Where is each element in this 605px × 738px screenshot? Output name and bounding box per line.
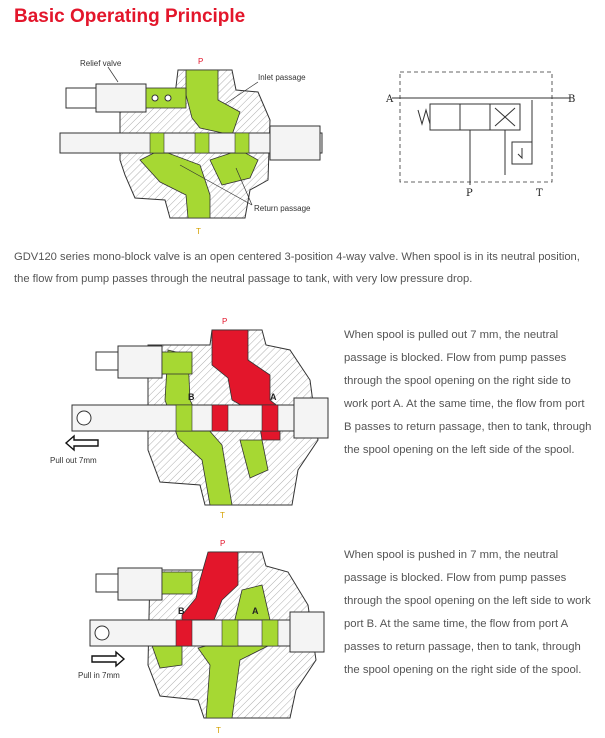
inlet-passage-label: Inlet passage <box>258 73 306 82</box>
relief-valve-label: Relief valve <box>80 59 122 68</box>
push-in-label: Pull in 7mm <box>78 671 120 680</box>
page-title: Basic Operating Principle <box>14 6 246 27</box>
port-a-label-3: A <box>252 606 259 616</box>
pull-out-description: When spool is pulled out 7 mm, the neutral passage is blocked. Flow from pump passes through the spool opening on the right side to work port A. At the same time, the flow from port B passes to return passage, then to tank, through the spool opening on the left side of the spool. <box>344 329 592 456</box>
port-b-label-3: B <box>178 606 185 616</box>
spool-end-cap <box>270 126 320 160</box>
push-in-valve-diagram <box>90 552 324 718</box>
neutral-valve-diagram <box>60 67 322 218</box>
port-p-label-3: P <box>220 539 226 548</box>
push-in-description: When spool is pushed in 7 mm, the neutral passage is blocked. Flow from pump passes through the spool opening on the left side to work port B. At the same time, the flow from port A passes to return passage, then to tank, through the spool opening on the right side of the spool. <box>344 549 591 676</box>
pull-out-valve-diagram <box>66 330 328 505</box>
port-p-label: P <box>198 57 204 66</box>
port-p-label-2: P <box>222 317 228 326</box>
push-in-arrow <box>92 652 124 666</box>
pull-out-arrow <box>66 436 98 450</box>
schematic-port-b: B <box>568 94 576 105</box>
relief-valve-body <box>96 84 146 112</box>
schematic-port-t: T <box>536 188 543 199</box>
return-passage-label: Return passage <box>254 204 311 213</box>
intro-paragraph: GDV120 series mono-block valve is an open centered 3-position 4-way valve. When spool is in its neutral position, the flow from pump passes through the neutral passage to tank, with very low pressure drop. <box>14 251 580 285</box>
relief-cap <box>66 88 96 108</box>
schematic-port-p: P <box>466 188 473 199</box>
port-t-label: T <box>196 227 201 236</box>
pull-out-label: Pull out 7mm <box>50 456 97 465</box>
schematic-port-a: A <box>386 94 394 105</box>
port-t-label-3: T <box>216 726 221 735</box>
port-t-label-2: T <box>220 511 225 520</box>
port-b-label-2: B <box>188 392 195 402</box>
port-a-label-2: A <box>270 392 277 402</box>
hydraulic-schematic <box>392 72 570 185</box>
